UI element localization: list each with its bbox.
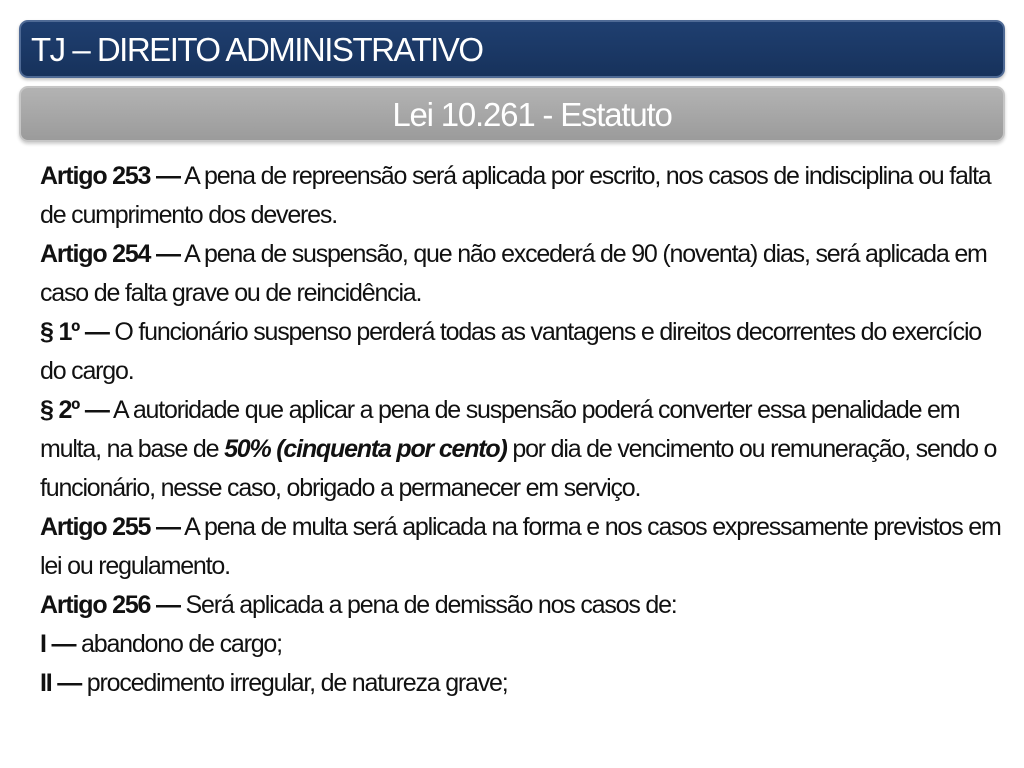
item-ii [40,664,1010,703]
slide-subtitle: Lei 10.261 - Estatuto [392,96,672,133]
article-label: § 2º — [40,396,109,424]
article-text: procedimento irregular, de natureza grave; [81,669,508,697]
article-emphasis: 50% (cinquenta por cento) [224,435,507,463]
slide-title-bar [19,20,1005,78]
article-text: A autoridade que aplicar a pena de suspensão poderá converter essa penalidade em multa, na base de [40,396,960,463]
paragraph-1 [40,313,1010,391]
article-256 [40,586,1010,625]
article-text: A pena de suspensão, que não excederá de 90 (noventa) dias, será aplicada em caso de falta grave ou de reincidência. [40,240,987,307]
item-i [40,625,1010,664]
article-253 [40,157,1010,235]
article-255 [40,508,1010,586]
article-label: Artigo 254 — [40,240,180,268]
article-label: Artigo 255 — [40,513,180,541]
article-label: § 1º — [40,318,109,346]
article-254 [40,235,1010,313]
slide-body [40,157,1010,703]
article-label: Artigo 253 — [40,162,180,190]
article-label: Artigo 256 — [40,591,180,619]
slide-subtitle-bar [19,86,1005,142]
article-label: I — [40,630,76,658]
article-text: A pena de repreensão será aplicada por escrito, nos casos de indisciplina ou falta de cumprimento dos deveres. [40,162,991,229]
article-label: II — [40,669,82,697]
article-text: Será aplicada a pena de demissão nos casos de: [179,591,677,619]
article-text: O funcionário suspenso perderá todas as vantagens e direitos decorrentes do exercício do cargo. [40,318,982,385]
paragraph-2 [40,391,1010,508]
slide-title: TJ – DIREITO ADMINISTRATIVO [31,31,483,68]
article-text: abandono de cargo; [75,630,282,658]
article-text: A pena de multa será aplicada na forma e nos casos expressamente previstos em lei ou regulamento. [40,513,1001,580]
article-text: por dia de vencimento ou remuneração, sendo o funcionário, nesse caso, obrigado a permanecer em serviço. [40,435,997,502]
